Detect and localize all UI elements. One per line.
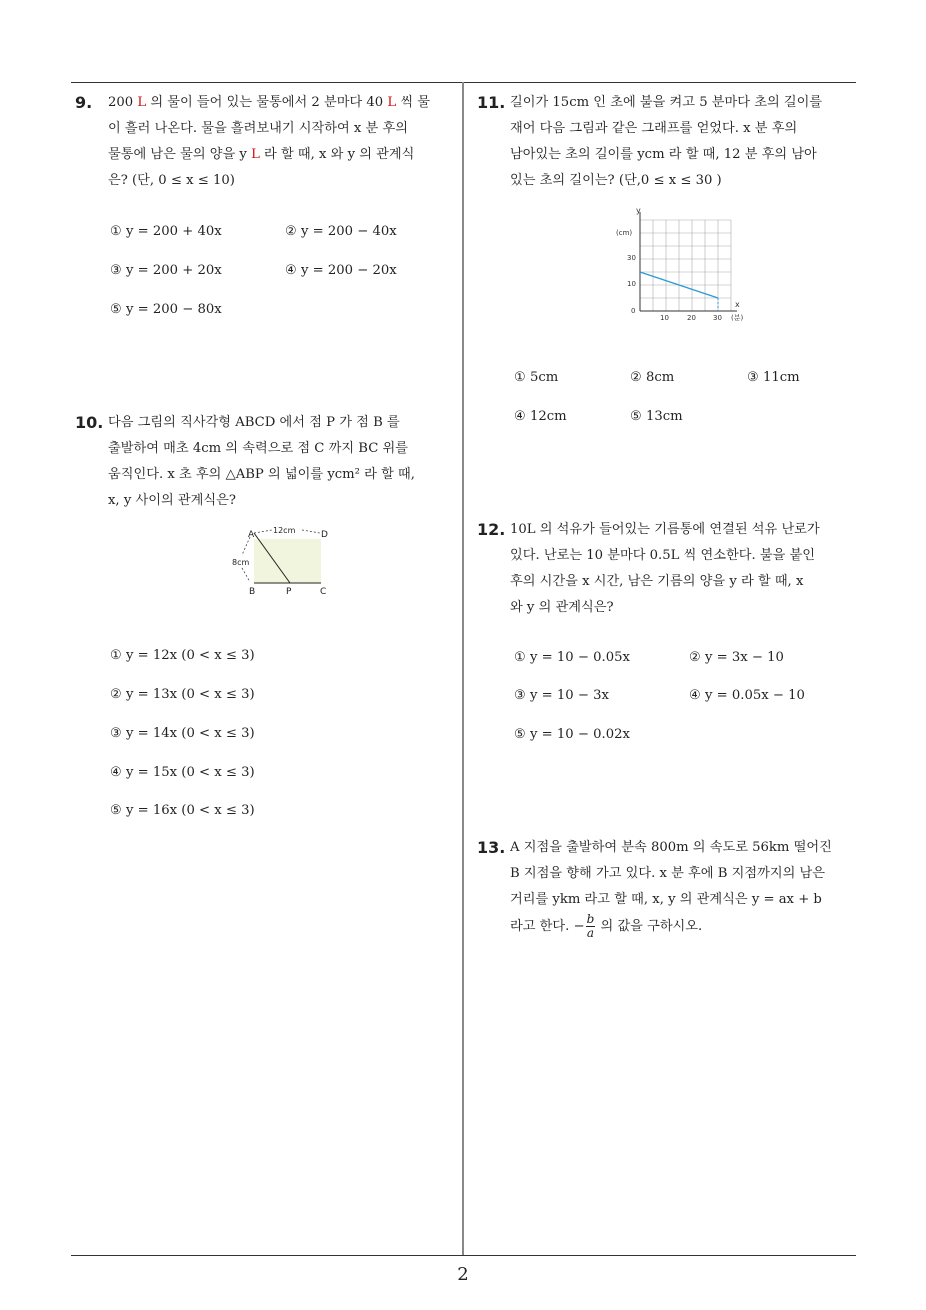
- x-tick-label: 20: [687, 314, 696, 322]
- choice-5[interactable]: ⑤ y = 10 − 0.02x: [514, 727, 630, 742]
- label-p: P: [286, 587, 292, 597]
- choice-1[interactable]: ① y = 12x (0 < x ≤ 3): [110, 648, 255, 663]
- y-tick-label: 10: [627, 280, 636, 288]
- choice-1[interactable]: ① 5cm: [514, 370, 559, 385]
- y-tick-label: 30: [627, 254, 636, 262]
- x-axis-name: x: [735, 300, 740, 309]
- question-text: 다음 그림의 직사각형 ABCD 에서 점 P 가 점 B 를 출발하여 매초 4cm 의 속력으로 점 C 까지 BC 위를 움직인다. x 초 후의 △ABP 의 넓이를 ycm² 라 할 때, x, y 사이의 관계식은?: [108, 415, 415, 508]
- rectangle-figure: [228, 522, 338, 598]
- x-tick-label: 10: [660, 314, 669, 322]
- question-number: 13.: [477, 838, 506, 857]
- choice-3[interactable]: ③ 11cm: [747, 370, 800, 385]
- y-tick-label: 0: [631, 307, 636, 315]
- choice-4[interactable]: ④ 12cm: [514, 409, 567, 424]
- column-divider: [462, 82, 464, 1256]
- choice-2[interactable]: ② y = 200 − 40x: [285, 224, 397, 239]
- label-c: C: [320, 587, 327, 597]
- choice-5[interactable]: ⑤ 13cm: [630, 409, 683, 424]
- fraction: [586, 913, 596, 940]
- bottom-rule: [71, 1255, 856, 1256]
- x-tick-label: 30: [713, 314, 722, 322]
- choice-1[interactable]: ① y = 10 − 0.05x: [514, 650, 630, 665]
- label-a: A: [248, 530, 255, 540]
- choice-3[interactable]: ③ y = 200 + 20x: [110, 263, 222, 278]
- choice-2[interactable]: ② 8cm: [630, 370, 675, 385]
- question-number: 10.: [75, 413, 104, 432]
- choice-2[interactable]: ② y = 13x (0 < x ≤ 3): [110, 687, 255, 702]
- question-number: 9.: [75, 93, 93, 112]
- x-axis-unit: (분): [731, 314, 744, 322]
- question-text: 10L 의 석유가 들어있는 기름통에 연결된 석유 난로가 있다. 난로는 10 분마다 0.5L 씩 연소한다. 불을 붙인 후의 시간을 x 시간, 남은 기름의 양을 y 라 할 때, x 와 y 의 관계식은?: [510, 522, 820, 615]
- page-number: 2: [457, 1264, 469, 1285]
- question-text: A 지점을 출발하여 분속 800m 의 속도로 56km 떨어진 B 지점을 향해 가고 있다. x 분 후에 B 지점까지의 남은 거리를 ykm 라고 할 때, x, y 의 관계식은 y = ax + b 라고 한다. − $\frac{b}{a}$ 의 값을 구하시오.: [510, 840, 832, 940]
- y-axis-unit: (cm): [616, 229, 633, 237]
- side-length: 8cm: [232, 558, 250, 567]
- choice-2[interactable]: ② y = 3x − 10: [689, 650, 784, 665]
- choice-5[interactable]: ⑤ y = 200 − 80x: [110, 302, 222, 317]
- question-text: 200 L 의 물이 들어 있는 물통에서 2 분마다 40 L 씩 물 이 흘러 나온다. 물을 흘려보내기 시작하여 x 분 후의 물통에 남은 물의 양을 y L 라 할 때, x 와 y 의 관계식 은? (단, 0 ≤ x ≤ 10): [108, 95, 431, 188]
- choice-4[interactable]: ④ y = 0.05x − 10: [689, 688, 805, 703]
- question-text: 길이가 15cm 인 초에 불을 켜고 5 분마다 초의 길이를 재어 다음 그림과 같은 그래프를 얻었다. x 분 후의 남아있는 초의 길이를 ycm 라 할 때, 12 분 후의 남아 있는 초의 길이는? (단,0 ≤ x ≤ 30 ): [510, 95, 823, 188]
- label-b: B: [249, 587, 256, 597]
- choice-5[interactable]: ⑤ y = 16x (0 < x ≤ 3): [110, 803, 255, 818]
- question-number: 11.: [477, 93, 506, 112]
- fraction-numerator: b: [586, 912, 595, 926]
- choice-1[interactable]: ① y = 200 + 40x: [110, 224, 222, 239]
- top-length: 12cm: [273, 526, 296, 535]
- label-d: D: [321, 530, 328, 540]
- fraction-denominator: a: [586, 926, 595, 940]
- question-number: 12.: [477, 520, 506, 539]
- choice-4[interactable]: ④ y = 200 − 20x: [285, 263, 397, 278]
- choice-4[interactable]: ④ y = 15x (0 < x ≤ 3): [110, 765, 255, 780]
- y-axis-name: y: [636, 206, 641, 215]
- choice-3[interactable]: ③ y = 14x (0 < x ≤ 3): [110, 726, 255, 741]
- choice-3[interactable]: ③ y = 10 − 3x: [514, 688, 609, 703]
- candle-length-graph: [612, 204, 757, 326]
